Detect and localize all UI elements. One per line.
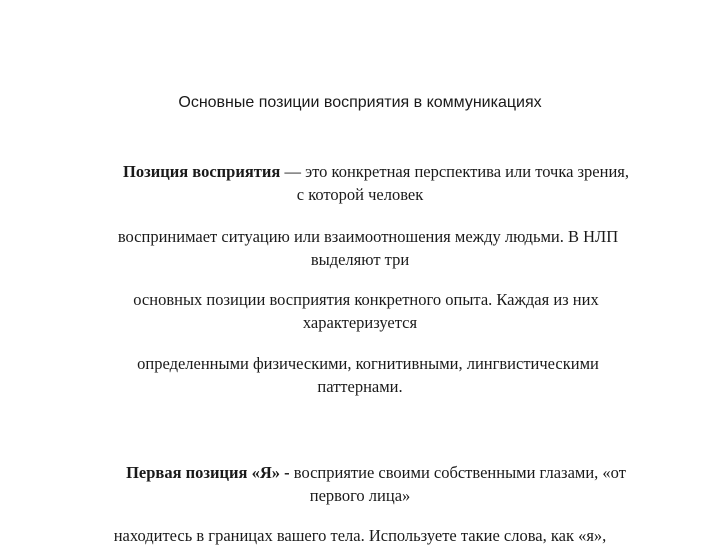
term-bold: Первая позиция «Я» - <box>126 463 290 482</box>
paragraph-line: определенными физическими, когнитивными, лингвистическими <box>137 354 599 373</box>
paragraph-line: основных позиции восприятия конкретного опыта. Каждая из них <box>133 290 599 309</box>
paragraph-nlp <box>0 225 720 271</box>
term-bold: Позиция восприятия <box>122 162 281 181</box>
paragraph-line: паттернами. <box>317 377 403 396</box>
paragraph-line: находитесь в границах вашего тела. Используете такие слова, как «я», <box>113 526 607 545</box>
paragraph-line: выделяют три <box>310 250 410 269</box>
paragraph-definition <box>0 160 720 206</box>
paragraph-line: воспринимает ситуацию или взаимоотношения между людьми. В НЛП <box>117 227 619 246</box>
paragraph-line <box>16 461 720 484</box>
paragraph-line <box>16 160 720 183</box>
term-definition: — это конкретная перспектива или точка зрения, <box>280 162 629 181</box>
term-definition: восприятие своими собственными глазами, «от <box>289 463 626 482</box>
paragraph-patterns <box>0 352 720 398</box>
paragraph-body-boundaries <box>0 524 720 547</box>
paragraph-positions <box>0 288 720 334</box>
slide-title: Основные позиции восприятия в коммуникациях <box>178 94 542 111</box>
paragraph-line: первого лица» <box>309 486 411 505</box>
paragraph-first-position <box>0 461 720 507</box>
paragraph-line: характеризуется <box>302 313 418 332</box>
paragraph-line: с которой человек <box>296 185 424 204</box>
